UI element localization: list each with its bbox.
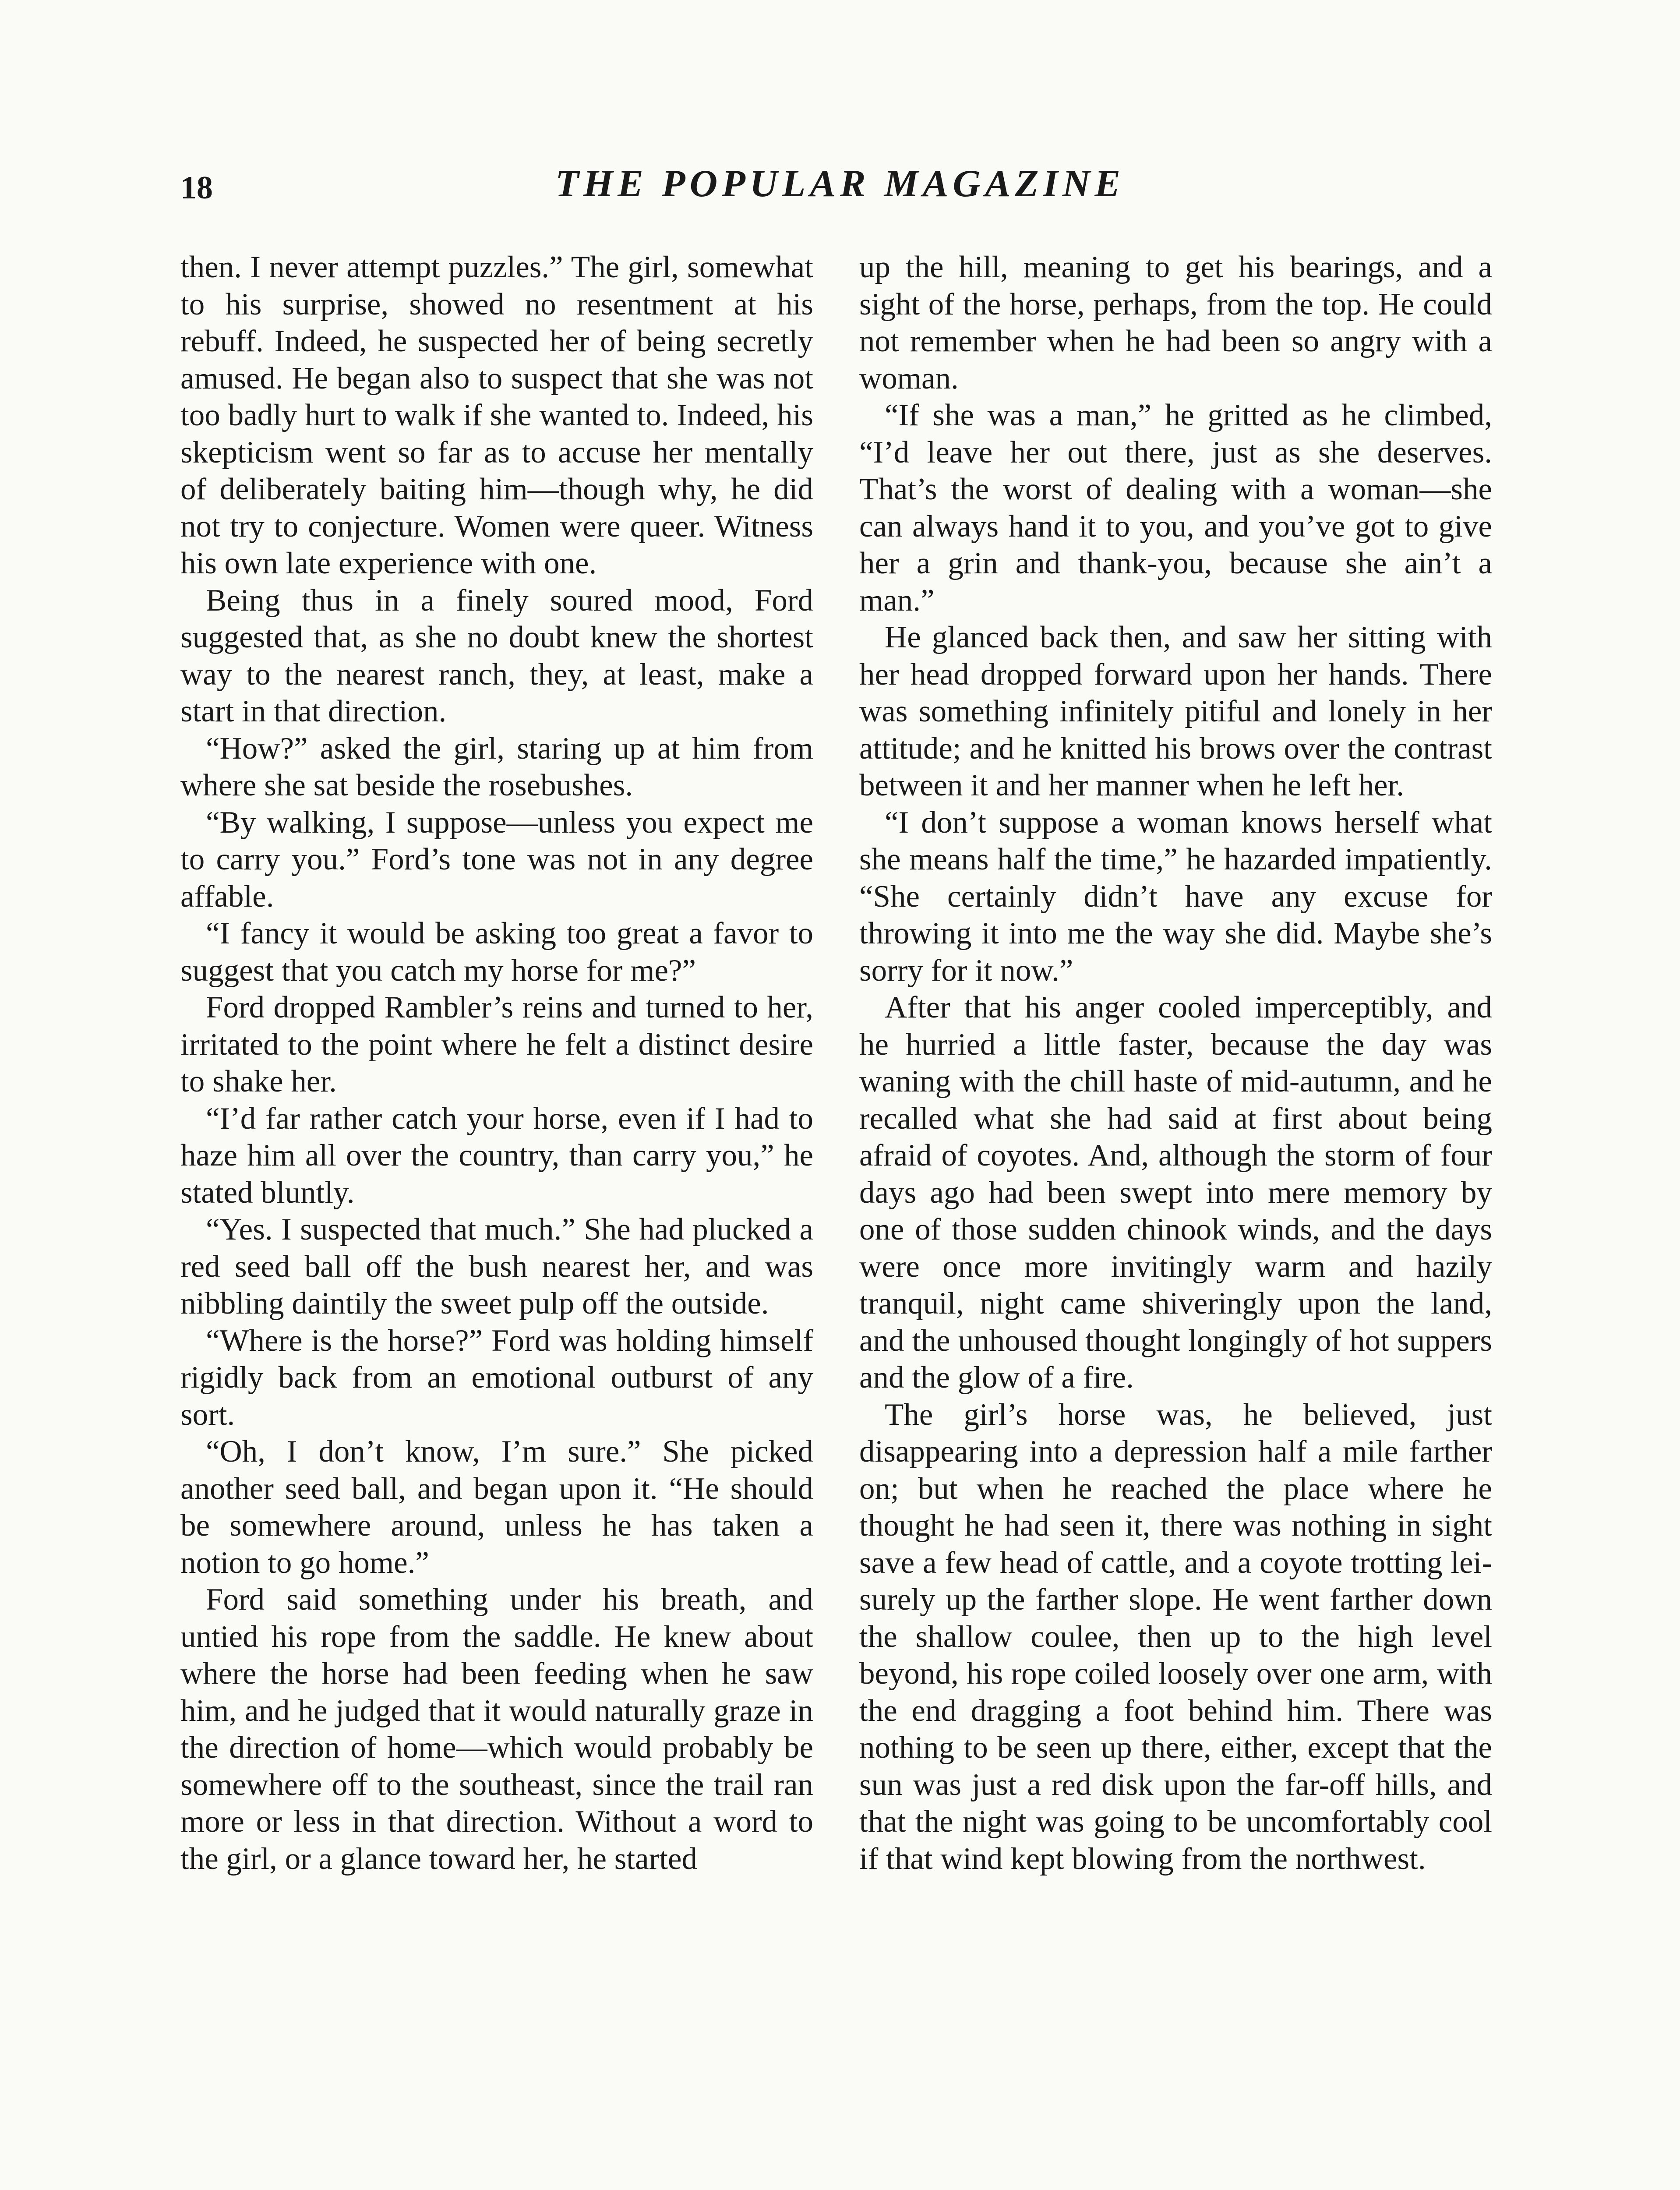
paragraph: Ford said something under his breath, and untied his rope from the saddle. He knew about where the horse had been feeding when he saw him, and he judged that it would naturally graze in the direction of home—which would probably be somewhere off to the southeast, since the trail ran more or less in that direction. Without a word to the girl, or a glance toward her, he started	[180, 1582, 813, 1876]
paragraph: “I don’t suppose a woman knows herself what she means half the time,” he hazarded impatiently. “She certainly didn’t have any excuse for throwing it into me the way she did. Maybe she’s sorry for it now.”	[859, 805, 1492, 988]
page-number: 18	[180, 170, 213, 206]
paragraph: up the hill, meaning to get his bearings, and a sight of the horse, perhaps, from the top. He could not remember when he had been so angry with a woman.	[859, 250, 1492, 396]
running-head: THE POPULAR MAGAZINE	[555, 162, 1125, 205]
paragraph: “How?” asked the girl, staring up at him from where she sat beside the rosebushes.	[180, 731, 813, 802]
paragraph: “I fancy it would be asking too great a favor to suggest that you catch my horse for me?”	[180, 916, 813, 988]
paragraph: “By walking, I suppose—unless you expect me to carry you.” Ford’s tone was not in any degree affable.	[180, 805, 813, 914]
text-column-right	[859, 249, 1492, 1877]
text-column-left	[180, 249, 813, 1877]
paragraph: Ford dropped Rambler’s reins and turned to her, irritated to the point where he felt a distinct desire to shake her.	[180, 990, 813, 1099]
paragraph: “Yes. I suspected that much.” She had plucked a red seed ball off the bush nearest her, and was nibbling daintily the sweet pulp off the outside.	[180, 1212, 813, 1321]
paragraph: The girl’s horse was, he believed, just disappearing into a depression half a mile farther on; but when he reached the place where he thought he had seen it, there was nothing in sight save a few head of cattle, and a coyote trotting leisurely up the farther slope. He went farther down the shallow coulee, then up to the high level beyond, his rope coiled loosely over one arm, with the end dragging a foot behind him. There was nothing to be seen up there, either, except that the sun was just a red disk upon the far-off hills, and that the night was going to be uncomfortably cool if that wind kept blowing from the northwest.	[859, 1397, 1492, 1876]
paragraph: He glanced back then, and saw her sitting with her head dropped forward upon her hands. There was something infinitely pitiful and lonely in her attitude; and he knitted his brows over the contrast between it and her manner when he left her.	[859, 620, 1492, 802]
paragraph: “Where is the horse?” Ford was holding himself rigidly back from an emotional outburst of any sort.	[180, 1323, 813, 1432]
paragraph: After that his anger cooled imperceptibly, and he hurried a little faster, because the day was waning with the chill haste of mid-autumn, and he recalled what she had said at first about being afraid of coyotes. And, although the storm of four days ago had been swept into mere memory by one of those sudden chinook winds, and the days were once more invitingly warm and hazily tranquil, night came shiveringly upon the land, and the unhoused thought longingly of hot suppers and the glow of a fire.	[859, 990, 1492, 1395]
paragraph: “If she was a man,” he gritted as he climbed, “I’d leave her out there, just as she deserves. That’s the worst of dealing with a woman—she can always hand it to you, and you’ve got to give her a grin and thank-you, because she ain’t a man.”	[859, 398, 1492, 618]
paragraph: “I’d far rather catch your horse, even if I had to haze him all over the country, than carry you,” he stated bluntly.	[180, 1101, 813, 1210]
paragraph: then. I never attempt puzzles.” The girl, somewhat to his surprise, showed no resentment at his rebuff. Indeed, he suspected her of being secretly amused. He began also to suspect that she was not too badly hurt to walk if she wanted to. Indeed, his skepticism went so far as to accuse her mentally of deliberately baiting him—though why, he did not try to conjecture. Women were queer. Witness his own late experience with one.	[180, 250, 813, 580]
paragraph: Being thus in a finely soured mood, Ford suggested that, as she no doubt knew the shortest way to the nearest ranch, they, at least, make a start in that direction.	[180, 583, 813, 728]
paragraph: “Oh, I don’t know, I’m sure.” She picked another seed ball, and began upon it. “He should be somewhere around, unless he has taken a notion to go home.”	[180, 1434, 813, 1580]
